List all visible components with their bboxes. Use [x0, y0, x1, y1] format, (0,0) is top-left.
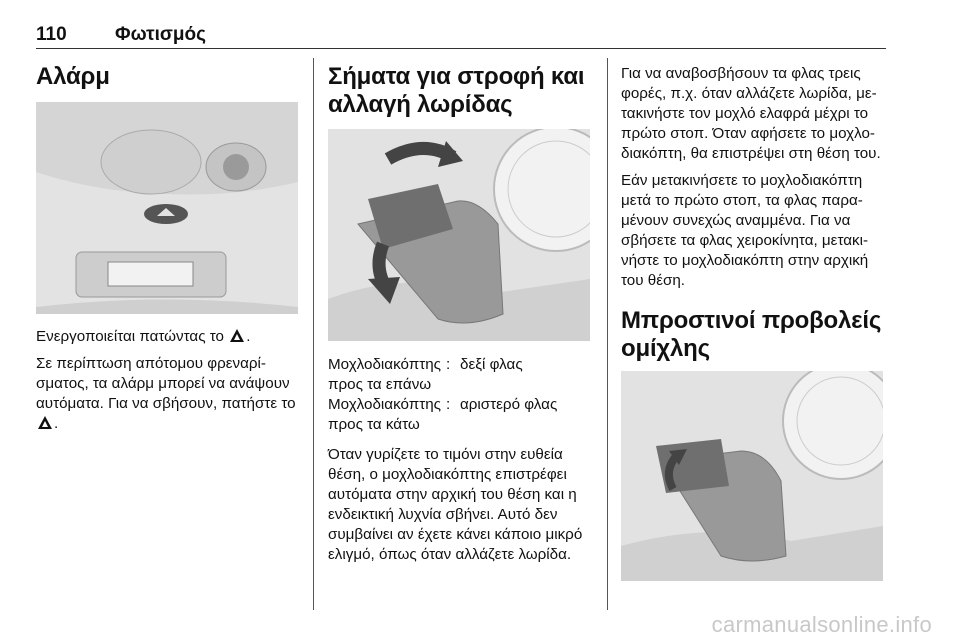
definition-separator: :	[446, 396, 451, 413]
column-left	[36, 58, 300, 441]
hazard-switch-illustration	[36, 102, 298, 314]
overhead-console-drawing	[36, 102, 298, 314]
turn-signal-lever-drawing	[328, 129, 590, 341]
definition-term: Μοχλοδιακόπτης προς τα κάτω	[328, 396, 441, 433]
definition-separator: :	[446, 356, 451, 373]
column-middle	[328, 58, 594, 572]
fog-light-switch-drawing	[621, 371, 883, 581]
definition-row	[328, 355, 557, 395]
turn-signal-illustration	[328, 129, 590, 341]
hazard-heading: Αλάρμ	[36, 63, 110, 90]
header-rule	[36, 48, 886, 49]
fog-lights-illustration	[621, 371, 883, 581]
definition-term: Μοχλοδιακόπτης προς τα επάνω	[328, 356, 441, 393]
definition-desc: δεξί φλας	[460, 356, 523, 373]
hazard-warning-icon	[230, 329, 244, 342]
section-title: Φωτισμός	[115, 24, 206, 45]
column-right	[621, 58, 887, 581]
hazard-warning-icon	[38, 416, 52, 429]
hazard-para-2: Σε περίπτωση απότομου φρεναρίσματος, τα αλάρμ μπορεί να ανάψουν αυτόματα. Για να σβήσουν, πατήστε το .	[36, 355, 296, 432]
fog-lights-heading: Μπροστινοί προβολείς ομίχλης	[621, 307, 882, 362]
lane-change-para: Για να αναβοσβήσουν τα φλας τρεις φορές, π.χ. όταν αλλάζετε λωρίδα, μετακινήστε τον μοχλό ελαφρά μέχρι το πρώτο στοπ. Όταν αφήσετε το μοχλοδιακόπτη, θα επιστρέψει στη θέση του.	[621, 65, 881, 162]
definition-desc: αριστερό φλας	[460, 396, 558, 413]
continuous-signal-para: Εάν μετακινήσετε το μοχλοδιακόπτη μετά το πρώτο στοπ, τα φλας παραμένουν συνεχώς αναμμένα. Για να σβήσετε τα φλας χειροκίνητα, μετακινήστε το μοχλοδιακόπτη στην αρχική του θέση.	[621, 172, 869, 289]
watermark: carmanualsonline.info	[711, 612, 932, 637]
hazard-para-1: Ενεργοποιείται πατώντας το .	[36, 328, 251, 345]
column-divider-2	[607, 58, 608, 610]
turn-signal-para: Όταν γυρίζετε το τιμόνι στην ευθεία θέση, ο μοχλοδιακόπτης επιστρέφει αυτόματα στην αρχική του θέση και η ενδεικτική λυχνία σβήνει. Αυτό δεν συμβαίνει αν έχετε κάνει κάποιο μικρό ελιγμό, όπως όταν αλλάζετε λωρίδα.	[328, 446, 583, 563]
page-number: 110	[36, 24, 67, 45]
column-divider-1	[313, 58, 314, 610]
lever-definitions	[328, 355, 557, 435]
definition-row	[328, 395, 557, 435]
header-text	[36, 24, 206, 46]
turn-signal-heading: Σήματα για στροφή και αλλαγή λωρίδας	[328, 63, 585, 118]
